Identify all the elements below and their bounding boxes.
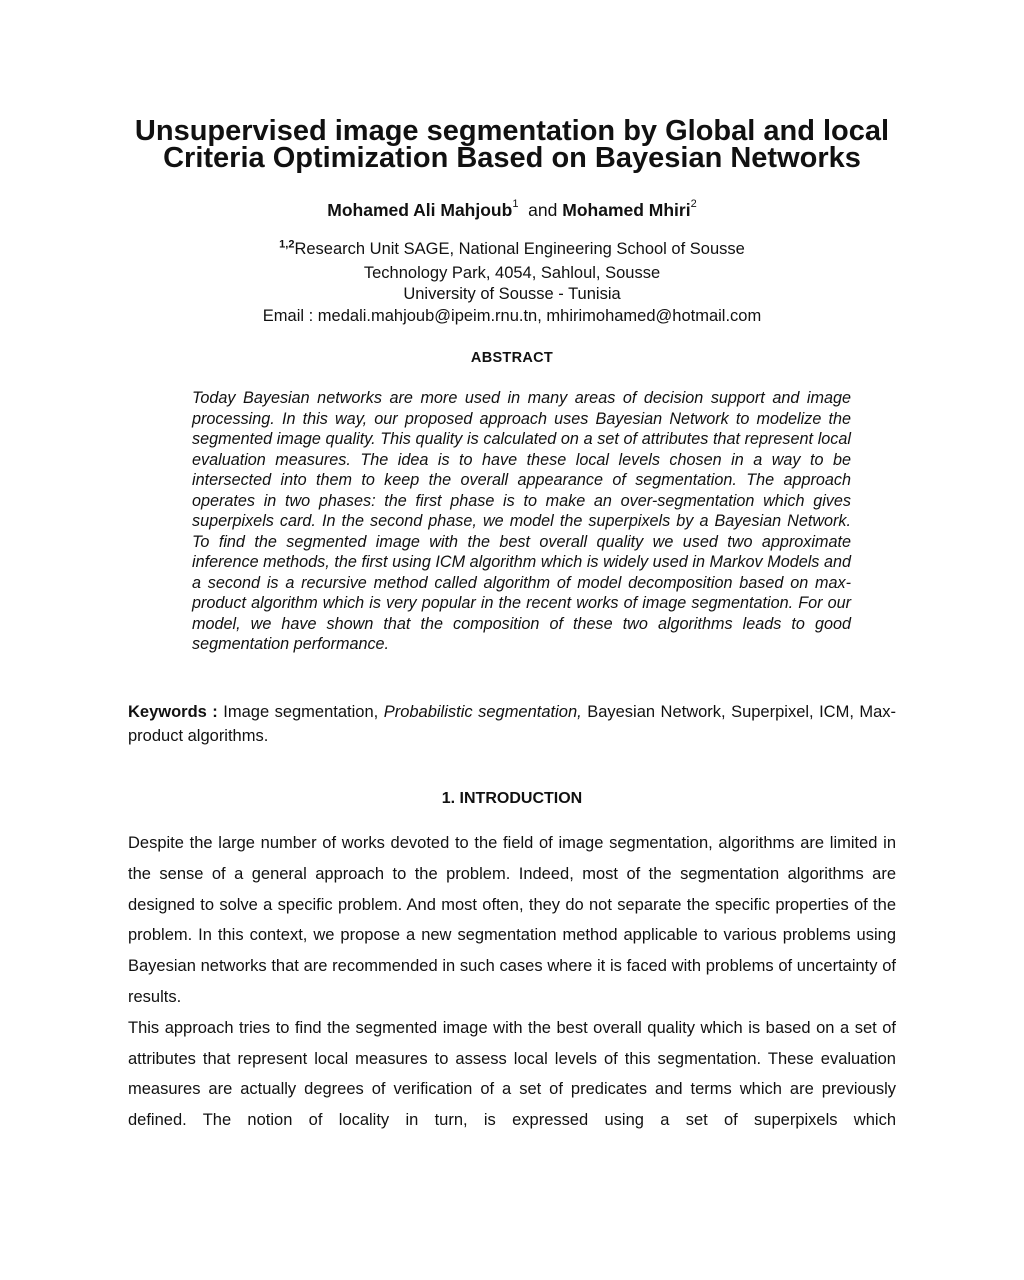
keywords-part-2: Probabilistic segmentation,	[383, 703, 582, 721]
author-1-name: Mohamed Ali Mahjoub	[327, 200, 513, 220]
affiliation-line-3: University of Sousse - Tunisia	[403, 285, 621, 303]
author-list	[100, 199, 924, 221]
keywords-part-1: Image segmentation,	[223, 703, 379, 721]
affiliation-unit: Research Unit SAGE, National Engineering School of Sousse	[294, 240, 745, 258]
title-line-1: Unsupervised image segmentation by Global and local	[134, 115, 890, 147]
affiliation-line-1	[100, 240, 924, 259]
affiliation-line-2: Technology Park, 4054, Sahloul, Sousse	[363, 264, 661, 282]
author-1-affiliation-mark: 1	[512, 198, 519, 211]
author-emails: Email : medali.mahjoub@ipeim.rnu.tn, mhirimohamed@hotmail.com	[262, 307, 762, 325]
keywords-paragraph	[128, 700, 896, 748]
abstract-heading: ABSTRACT	[470, 350, 554, 366]
keywords-label: Keywords :	[128, 703, 218, 721]
paper-title	[100, 115, 924, 174]
affiliation-mark: 1,2	[279, 238, 295, 251]
abstract-text: Today Bayesian networks are more used in many areas of decision support and image processing. In this way, our proposed approach uses Bayesian Network to modelize the segmented image quality. This quality is calculated on a set of attributes that represent local evaluation measures. The idea is to have these local levels chosen in a way to be intersected into them to keep the overall appearance of segmentation. The approach operates in two phases: the first phase is to make an over-segmentation which gives superpixels card. In the second phase, we model the superpixels by a Bayesian Network. To find the segmented image with the best overall quality we used two approximate inference methods, the first using ICM algorithm which is widely used in Markov Models and a second is a recursive method called algorithm of model decomposition based on max-product algorithm which is very popular in the recent works of image segmentation. For our model, we have shown that the composition of these two algorithms leads to good segmentation performance.	[192, 389, 851, 653]
intro-paragraph-2: This approach tries to find the segmented image with the best overall quality which is based on a set of attributes that represent local measures to assess local levels of this segmentation. These evaluation measures are actually degrees of verification of a set of predicates and terms which are previously defined. The notion of locality in turn, is expressed using a set of superpixels which	[128, 1018, 896, 1130]
keywords-part-3: Bayesian Network, Superpixel, ICM, Max-product algorithms.	[128, 703, 897, 745]
author-2-affiliation-mark: 2	[690, 198, 697, 211]
author-2-name: Mohamed Mhiri	[562, 200, 691, 220]
title-line-2: Criteria Optimization Based on Bayesian Networks	[163, 142, 861, 174]
section-heading-introduction: 1. INTRODUCTION	[441, 790, 583, 807]
author-joiner: and	[528, 200, 558, 220]
introduction-body	[128, 828, 896, 1136]
intro-paragraph-1: Despite the large number of works devoted to the field of image segmentation, algorithms are limited in the sense of a general approach to the problem. Indeed, most of the segmentation algorithms are designed to solve a specific problem. And most often, they do not separate the specific properties of the problem. In this context, we propose a new segmentation method applicable to various problems using Bayesian networks that are recommended in such cases where it is faced with problems of uncertainty of results.	[128, 834, 896, 1006]
